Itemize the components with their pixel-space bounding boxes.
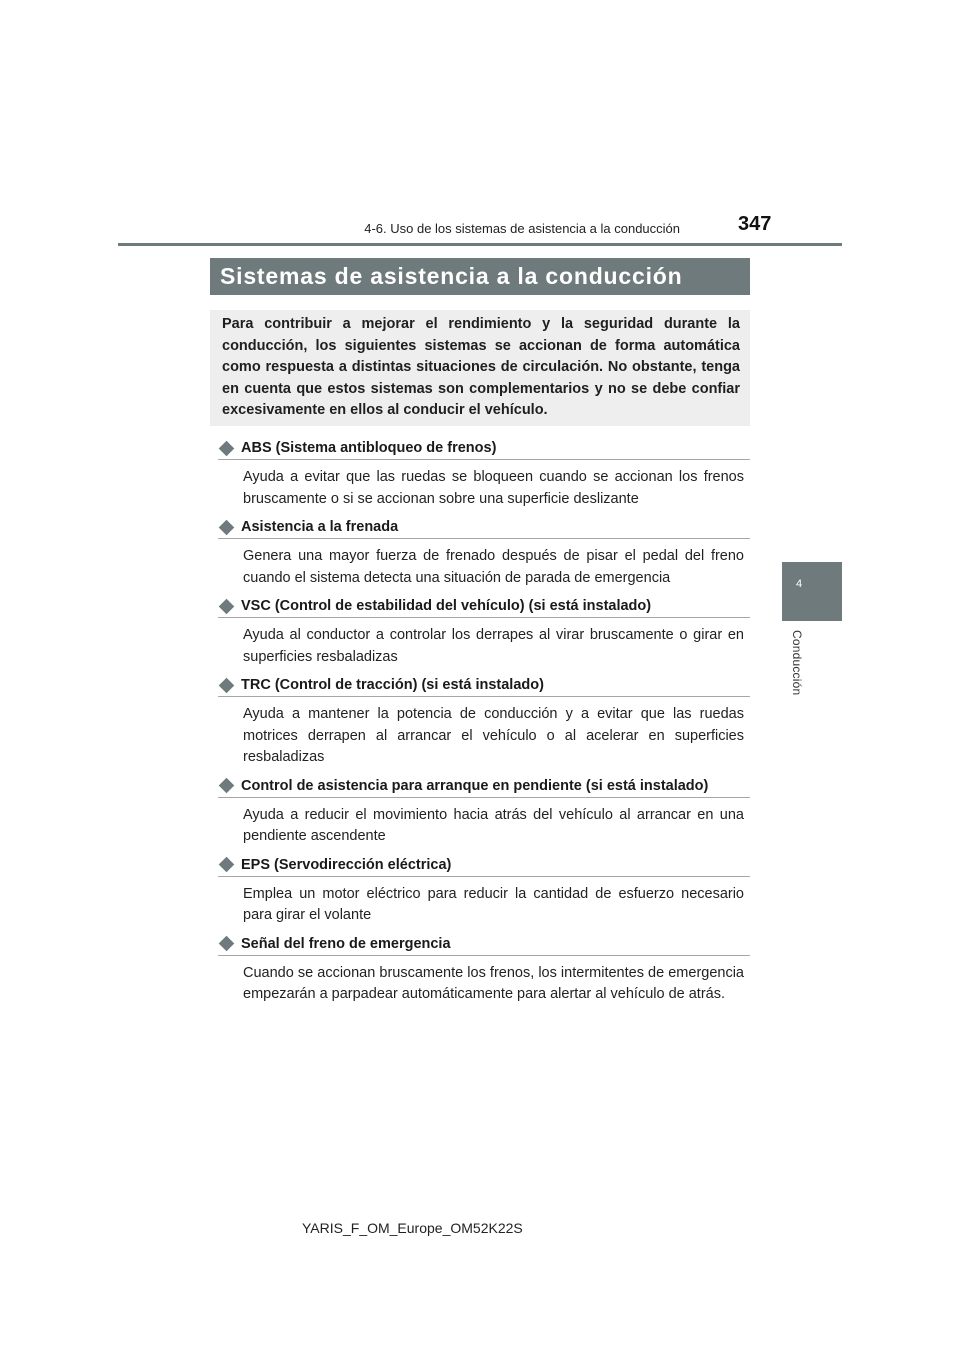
- feature-title: ABS (Sistema antibloqueo de frenos): [241, 440, 497, 456]
- feature-title: Asistencia a la frenada: [241, 519, 399, 535]
- feature-item: [218, 677, 750, 769]
- header-divider: [118, 243, 842, 246]
- diamond-bullet-icon: [219, 778, 235, 794]
- document-id: YARIS_F_OM_Europe_OM52K22S: [302, 1220, 523, 1236]
- intro-text: Para contribuir a mejorar el rendimiento y la seguridad durante la conducción, los siguientes sistemas se accionan de forma automática como respuesta a distintas situaciones de circulación. No obstante, tenga en cuenta que estos sistemas son complementarios y no se debe confiar excesivamente en ellos al conducir el vehículo.: [222, 316, 740, 418]
- feature-heading: [218, 677, 750, 697]
- feature-title: Señal del freno de emergencia: [241, 935, 451, 952]
- feature-heading: [218, 519, 750, 539]
- feature-heading: [218, 936, 750, 956]
- diamond-bullet-icon: [219, 857, 235, 873]
- feature-list: [218, 440, 750, 1015]
- feature-description: Emplea un motor eléctrico para reducir la cantidad de esfuerzo necesario para girar el volante: [243, 885, 744, 923]
- diamond-bullet-icon: [219, 519, 235, 535]
- feature-item: [218, 936, 750, 1006]
- feature-title: EPS (Servodirección eléctrica): [241, 856, 452, 873]
- chapter-tab: [782, 562, 842, 621]
- feature-title: TRC (Control de tracción) (si está instalado): [241, 677, 544, 693]
- feature-item: [218, 778, 750, 848]
- diamond-bullet-icon: [219, 677, 235, 693]
- feature-item: [218, 857, 750, 927]
- page-number: 347: [738, 213, 772, 235]
- feature-title: VSC (Control de estabilidad del vehículo) (si está instalado): [241, 598, 652, 614]
- feature-item: [218, 440, 750, 510]
- feature-heading: [218, 598, 750, 618]
- feature-description: Ayuda a evitar que las ruedas se bloqueen cuando se accionan los frenos bruscamente o si se accionan sobre una superficie deslizante: [243, 469, 744, 507]
- feature-description: Ayuda al conductor a controlar los derrapes al virar bruscamente o girar en superficies resbaladizas: [243, 627, 744, 665]
- chapter-number: 4: [795, 578, 803, 590]
- feature-description: Genera una mayor fuerza de frenado después de pisar el pedal del freno cuando el sistema detecta una situación de parada de emergencia: [243, 548, 744, 586]
- diamond-bullet-icon: [219, 598, 235, 614]
- intro-box: [210, 310, 750, 426]
- page-title: Sistemas de asistencia a la conducción: [210, 258, 750, 295]
- header-section-title: 4-6. Uso de los sistemas de asistencia a la conducción: [364, 221, 680, 236]
- feature-title: Control de asistencia para arranque en pendiente (si está instalado): [241, 777, 709, 794]
- feature-description: Cuando se accionan bruscamente los frenos, los intermitentes de emergencia empezarán a parpadear automáticamente para alertar al vehículo de atrás.: [243, 964, 744, 1002]
- feature-description: Ayuda a reducir el movimiento hacia atrás del vehículo al arrancar en una pendiente ascendente: [243, 806, 744, 844]
- feature-heading: [218, 778, 750, 798]
- feature-item: [218, 519, 750, 589]
- diamond-bullet-icon: [219, 936, 235, 952]
- feature-heading: [218, 440, 750, 460]
- chapter-label: Conducción: [790, 630, 804, 696]
- feature-item: [218, 598, 750, 668]
- feature-heading: [218, 857, 750, 877]
- diamond-bullet-icon: [219, 440, 235, 456]
- feature-description: Ayuda a mantener la potencia de conducción y a evitar que las ruedas motrices derrapen al arrancar el vehículo o al acelerar en superficies resbaladizas: [243, 706, 744, 765]
